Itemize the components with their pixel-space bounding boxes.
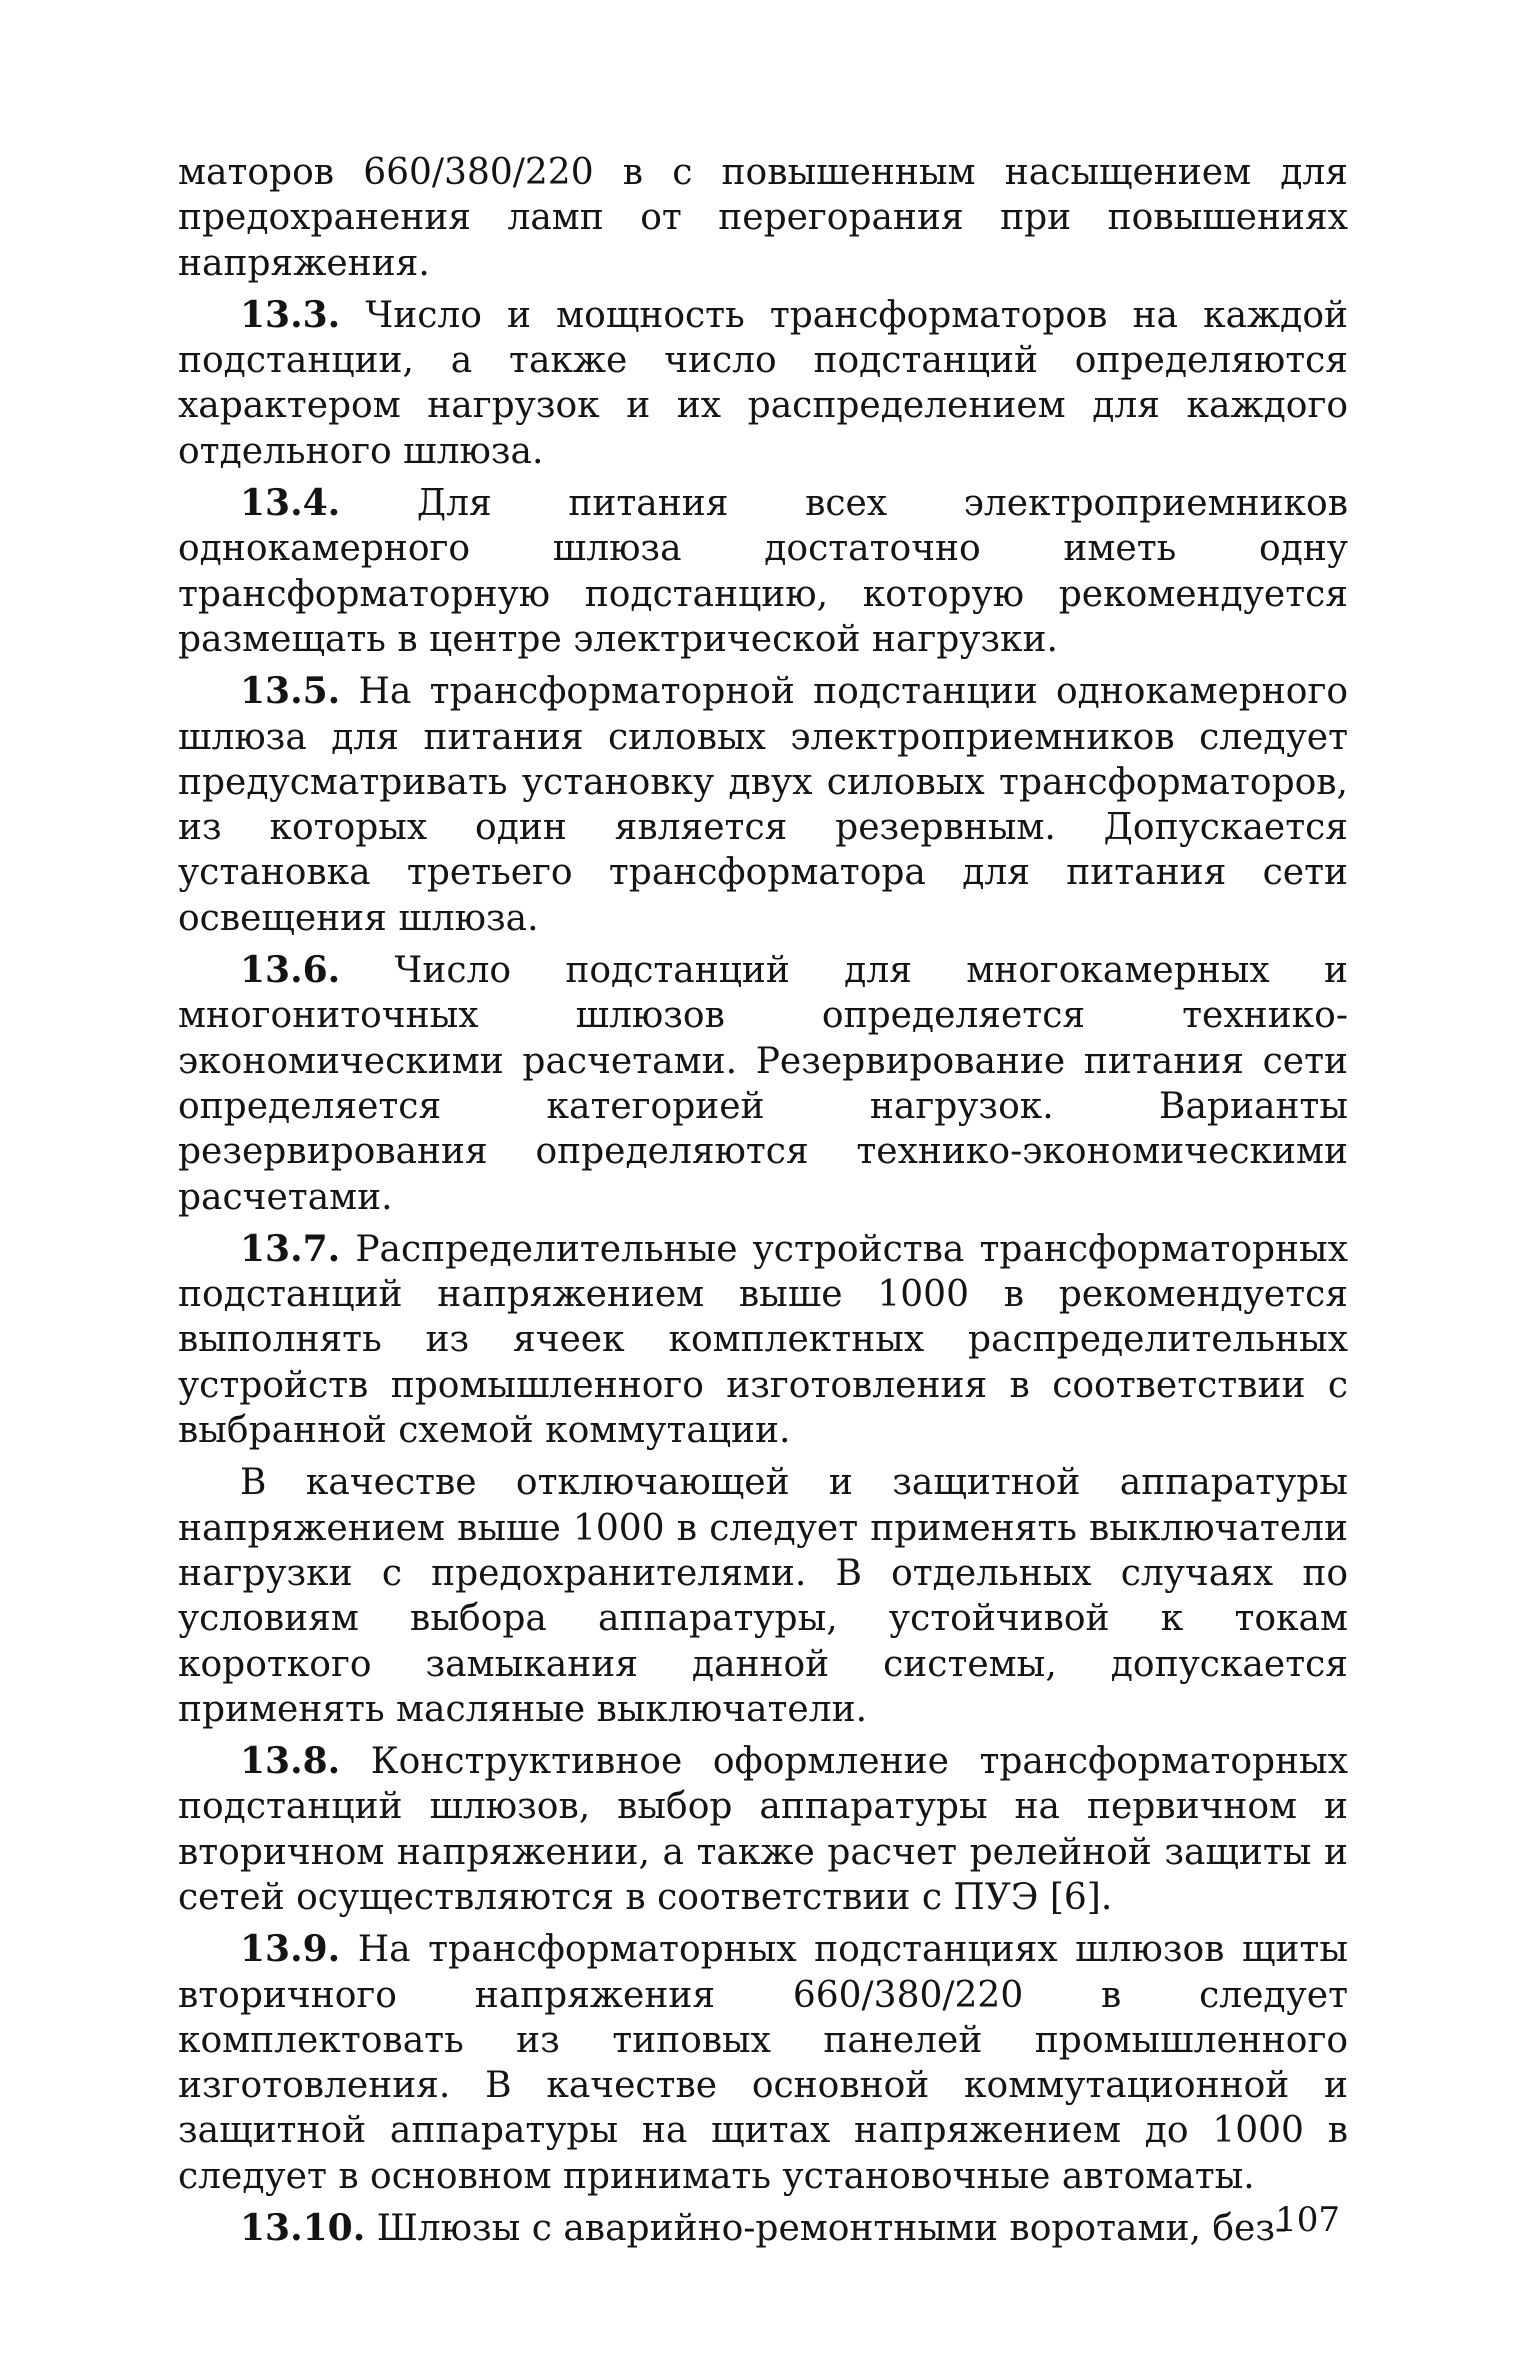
page-number: 107 [1275, 2200, 1340, 2240]
paragraph-text: В качестве отключающей и защитной аппаратуры напряжением выше 1000 в следует применять выключатели нагрузки с предохранителями. В отдельных случаях по условиям выбора аппаратуры, устойчивой к токам короткого замыкания данной системы, допускается применять масляные выключатели. [178, 1462, 1348, 1730]
paragraph-text: Для питания всех электроприемников однокамерного шлюза достаточно иметь одну трансформаторную подстанцию, которую рекомендуется размещать в центре электрической нагрузки. [178, 483, 1348, 660]
paragraph-13-7 [178, 1227, 1348, 1453]
paragraph-13-9 [178, 1927, 1348, 2199]
paragraph-text: Число подстанций для многокамерных и многониточных шлюзов определяется технико-экономическими расчетами. Резервирование питания сети определяется категорией нагрузок. Варианты резервирования определяются технико-экономическими расчетами. [178, 950, 1348, 1218]
clause-number: 13.3. [240, 293, 341, 336]
paragraph-text: Шлюзы с аварийно-ремонтными воротами, без- [376, 2208, 1288, 2250]
paragraph-text: Распределительные устройства трансформаторных подстанций напряжением выше 1000 в рекомендуется выполнять из ячеек комплектных распределительных устройств промышленного изготовления в соответствии с выбранной схемой коммутации. [178, 1228, 1348, 1452]
clause-number: 13.6. [240, 949, 341, 992]
paragraph-text: маторов 660/380/220 в с повышенным насыщением для предохранения ламп от перегорания при повышениях напряжения. [178, 152, 1348, 284]
paragraph-13-7-continued [178, 1460, 1348, 1732]
paragraph-text: На трансформаторных подстанциях шлюзов щиты вторичного напряжения 660/380/220 в следует комплектовать из типовых панелей промышленного изготовления. В качестве основной коммутационной и защитной аппаратуры на щитах напряжением до 1000 в следует в основном принимать установочные автоматы. [178, 1929, 1348, 2197]
paragraph-13-6 [178, 948, 1348, 1220]
paragraph-13-5 [178, 669, 1348, 941]
paragraph-text: На трансформаторной подстанции однокамерного шлюза для питания силовых электроприемников следует предусматривать установку двух силовых трансформаторов, из которых один является резервным. Допускается установка третьего трансформатора для питания сети освещения шлюза. [178, 671, 1348, 939]
paragraph-text: Конструктивное оформление трансформаторных подстанций шлюзов, выбор аппаратуры на первичном и вторичном напряжении, а также расчет релейной защиты и сетей осуществляются в соответствии с ПУЭ [6]. [178, 1741, 1348, 1918]
clause-number: 13.8. [240, 1740, 341, 1783]
paragraph-13-8 [178, 1739, 1348, 1920]
paragraph-text: Число и мощность трансформаторов на каждой подстанции, а также число подстанций определяются характером нагрузок и их распределением для каждого отдельного шлюза. [178, 294, 1348, 472]
paragraph-continuation [178, 150, 1348, 286]
paragraph-13-4 [178, 481, 1348, 662]
clause-number: 13.7. [240, 1227, 341, 1270]
paragraph-13-10 [178, 2206, 1348, 2251]
clause-number: 13.4. [240, 482, 341, 525]
clause-number: 13.10. [240, 2207, 366, 2250]
body-text [178, 150, 1348, 2258]
clause-number: 13.9. [240, 1928, 341, 1971]
clause-number: 13.5. [240, 670, 341, 713]
paragraph-13-3 [178, 293, 1348, 474]
